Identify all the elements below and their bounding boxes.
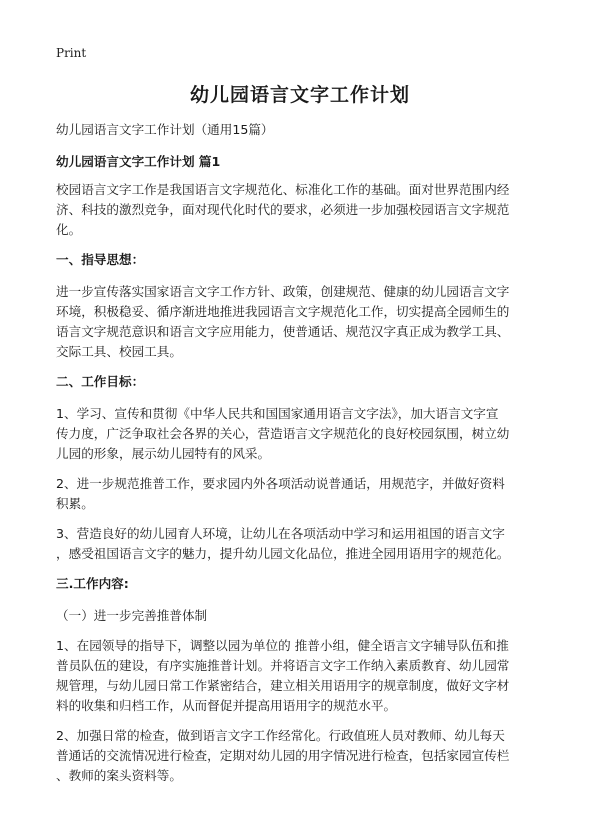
text-line: 交际工具、校园工具。 [56,344,182,359]
text-line: 环境，积极稳妥、循序渐进地推进我园语言文字规范化工作，切实提高全园师生的 [56,304,510,319]
text-line: 规管理，与幼儿园日常工作紧密结合，建立相关用语用字的规章制度，做好文字材 [56,678,510,693]
page-title: 幼儿园语言文字工作计划 [189,84,410,106]
text-line: 济、科技的激烈竞争，面对现代化时代的要求，必须进一步加强校园语言文字规范 [56,202,510,217]
text-line: 语言文字规范意识和语言文字应用能力，使普通话、规范汉字真正成为教学工具、 [56,324,510,339]
text-line: 2、进一步规范推普工作，要求园内外各项活动说普通话，用规范字，并做好资料 [56,476,505,491]
goal-paragraph-2 [56,474,552,514]
goal-paragraph-3 [56,524,552,564]
section-heading-content: 三.工作内容: [56,576,129,591]
text-line: 2、加强日常的检查，做到语言文字工作经常化。行政值班人员对教师、幼儿每天 [56,728,505,743]
subsection-heading: （一）进一步完善推普体制 [56,608,208,623]
section-heading-goals: 二、工作目标： [56,374,145,389]
content-paragraph-2 [56,726,552,786]
text-line: 1、学习、宣传和贯彻《中华人民共和国国家通用语言文字法》，加大语言文字宣 [56,406,499,421]
content-paragraph-1 [56,636,552,716]
text-line: ，感受祖国语言文字的魅力，提升幼儿园文化品位，推进全园用语用字的规范化。 [56,546,510,561]
intro-paragraph [56,180,552,240]
section-heading-guiding: 一、指导思想： [56,252,145,267]
text-line: 普员队伍的建设，有序实施推普计划。并将语言文字工作纳入素质教育、幼儿园常 [56,658,510,673]
text-line: 1、在园领导的指导下，调整以园为单位的 推普小组，健全语言文字辅导队伍和推 [56,638,509,653]
text-line: 普通话的交流情况进行检查，定期对幼儿园的用字情况进行检查，包括家园宣传栏 [56,748,510,763]
text-line: 料的收集和归档工作，从而督促并提高用语用字的规范水平。 [56,698,397,713]
text-line: 传力度，广泛争取社会各界的关心，营造语言文字规范化的良好校园氛围，树立幼 [56,426,510,441]
document-subtitle: 幼儿园语言文字工作计划（通用15篇） [56,122,274,137]
text-line: 进一步宣传落实国家语言文字工作方针、政策，创建规范、健康的幼儿园语言文字 [56,284,510,299]
print-link[interactable]: Print [56,46,87,60]
guiding-paragraph [56,282,552,362]
text-line: 儿园的形象，展示幼儿园特有的风采。 [56,446,271,461]
article-heading: 幼儿园语言文字工作计划 篇1 [56,154,221,169]
text-line: 、教师的案头资料等。 [56,768,182,783]
text-line: 校园语言文字工作是我国语言文字规范化、标准化工作的基础。面对世界范围内经 [56,182,510,197]
text-line: 化。 [56,222,82,237]
text-line: 3、营造良好的幼儿园育人环境，让幼儿在各项活动中学习和运用祖国的语言文字 [56,526,505,541]
document-body [56,120,552,796]
goal-paragraph-1 [56,404,552,464]
text-line: 积累。 [56,496,94,511]
